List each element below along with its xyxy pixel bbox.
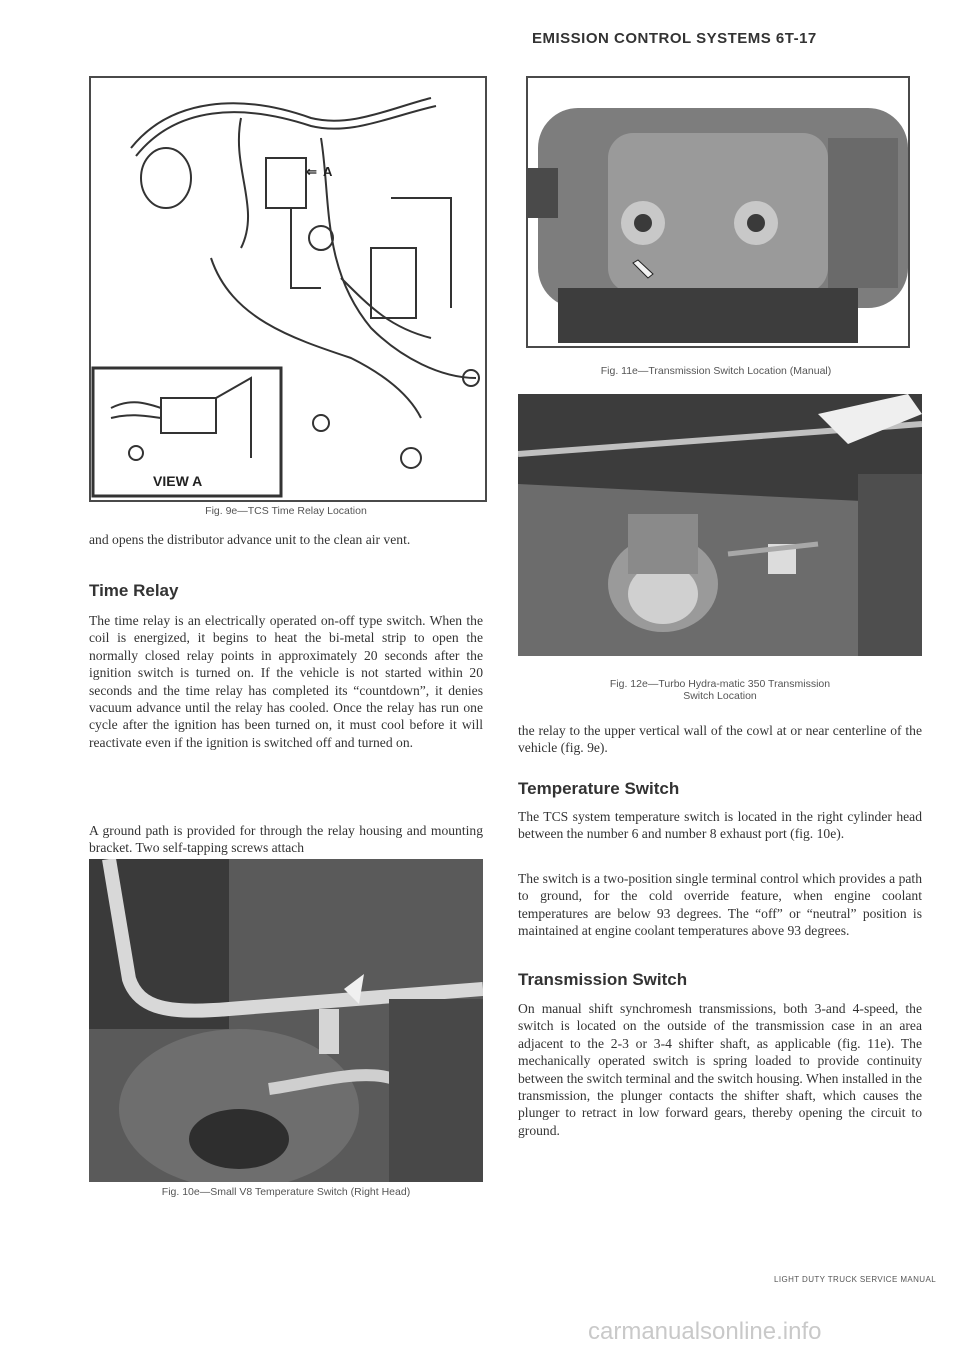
- left-paragraph-3: A ground path is provided for through the relay housing and mounting bracket. Two self-tapping screws attach: [89, 823, 483, 856]
- figure-manual-transmission-switch-photo: [526, 76, 910, 348]
- figure-turbo-hydramatic-switch-photo: [518, 394, 922, 656]
- caption-fig11e: Fig. 11e—Transmission Switch Location (Manual): [600, 365, 832, 377]
- right-paragraph-3: The switch is a two-position single terminal control which provides a path to ground, for the cold override feature, when engine coolant temperatures are below 93 degrees. The “off” or “neutral” position is maintained at engine coolant temperatures above 93 degrees.: [518, 871, 922, 939]
- left-paragraph-2: The time relay is an electrically operated on-off type switch. When the coil is energized, it begins to heat the bi-metal strip to open the normally closed relay points in approximately 20 seconds after the ignition switch is turned on. If the vehicle is not started within 20 seconds and the time relay has completed its “countdown”, it denies vacuum advance until the relay has cooled. Once the relay has run one cycle after the ignition has been turned on, it must cool before it will reactivate even if the ignition is switched off and turned on.: [89, 613, 483, 750]
- page-header: EMISSION CONTROL SYSTEMS 6T-17: [532, 30, 817, 47]
- caption-fig10e: Fig. 10e—Small V8 Temperature Switch (Right Head): [161, 1186, 411, 1198]
- left-paragraph-1: and opens the distributor advance unit to the clean air vent.: [89, 532, 411, 547]
- right-paragraph-1: the relay to the upper vertical wall of the cowl at or near centerline of the vehicle (fig. 9e).: [518, 723, 922, 756]
- caption-fig12e: [518, 678, 922, 702]
- tcs-relay-drawing: [91, 78, 485, 500]
- svg-text:⇐: ⇐: [306, 164, 317, 179]
- watermark: carmanualsonline.info: [588, 1318, 822, 1345]
- heading-temperature-switch: Temperature Switch: [518, 779, 680, 798]
- label-view-a: VIEW A: [153, 473, 203, 489]
- label-a: A: [323, 164, 333, 179]
- figure-temperature-switch-photo: [89, 859, 483, 1182]
- caption-fig9e: Fig. 9e—TCS Time Relay Location: [205, 505, 367, 517]
- heading-transmission-switch: Transmission Switch: [518, 970, 688, 989]
- figure-tcs-time-relay: [89, 76, 487, 502]
- right-paragraph-2: The TCS system temperature switch is located in the right cylinder head between the number 6 and number 8 exhaust port (fig. 10e).: [518, 809, 922, 842]
- page-footer: LIGHT DUTY TRUCK SERVICE MANUAL: [774, 1275, 937, 1284]
- right-paragraph-4: On manual shift synchromesh transmissions, both 3-and 4-speed, the switch is located on the outside of the transmission case in an area adjacent to the 2-3 or 3-4 shifter shaft, as applicable (fig. 11e). The mechanically operated switch is spring loaded to provide continuity between the switch terminal and the switch housing. When installed in the transmission, the plunger contacts the shifter shaft, which causes the plunger to retract in low forward gears, thereby opening the circuit to ground.: [518, 1001, 922, 1138]
- heading-time-relay: Time Relay: [89, 581, 179, 600]
- caption-fig12e-line1: Fig. 12e—Turbo Hydra-matic 350 Transmission: [609, 678, 831, 690]
- caption-fig12e-line2: Switch Location: [683, 690, 757, 702]
